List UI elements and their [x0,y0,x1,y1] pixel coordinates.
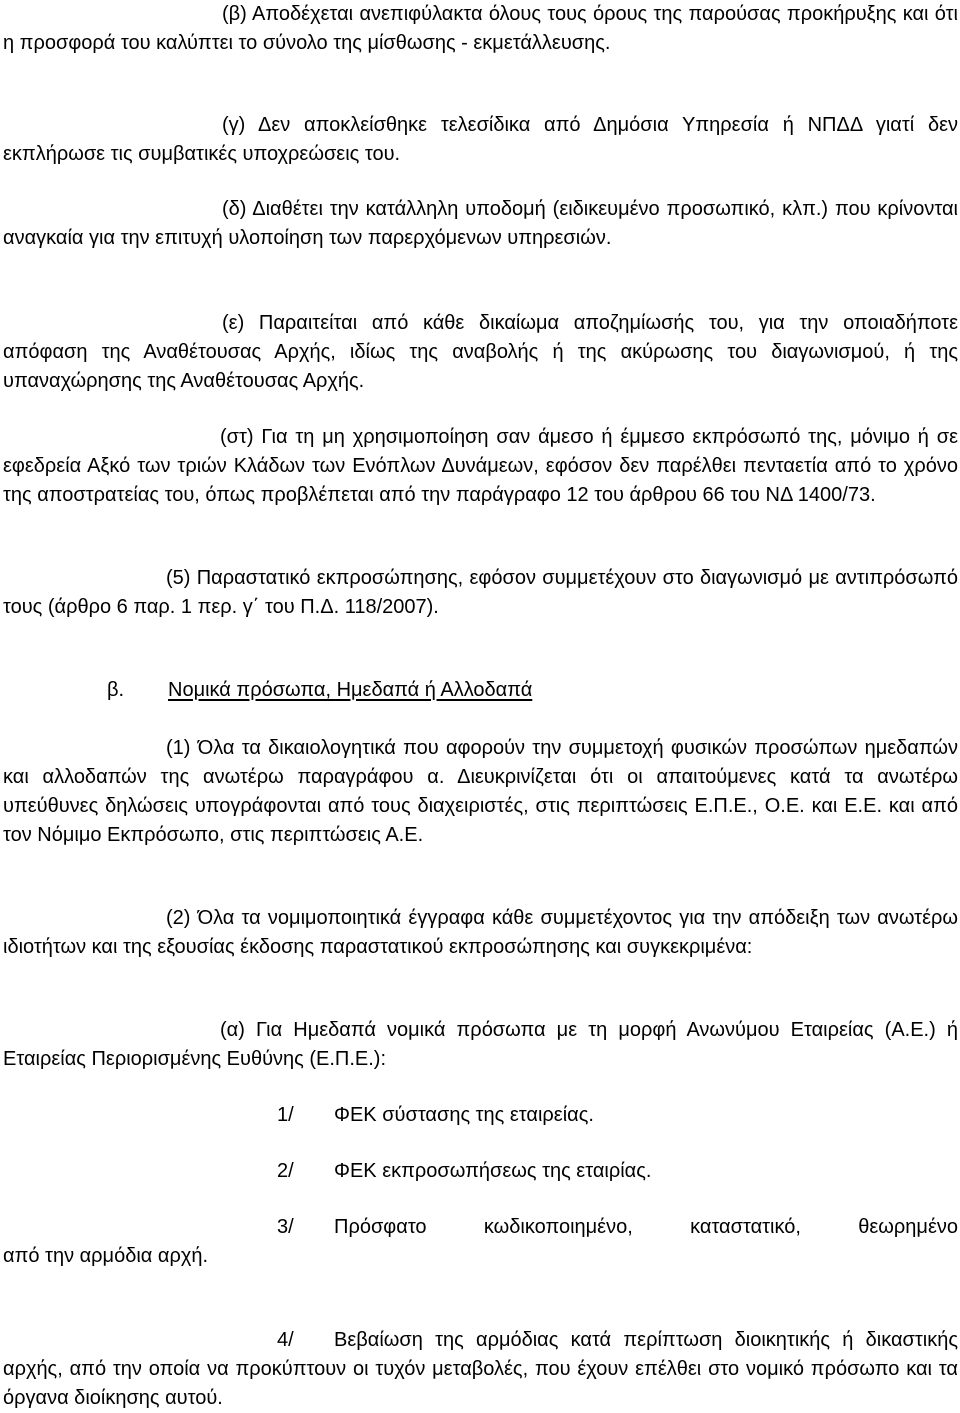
paragraph-epsilon: (ε) Παραιτείται από κάθε δικαίωμα αποζημίωσής του, για την οποιαδήποτε απόφαση της Αναθέτουσας Αρχής, ιδίως της αναβολής ή της ακύρωσης του διαγωνισμού, ή της υπαναχώρησης της Αναθέτουσας Αρχής. [3,312,958,392]
section-b-title: Νομικά πρόσωπα, Ημεδαπά ή Αλλοδαπά [168,679,533,701]
list-item-number: 3/ [277,1216,294,1238]
list-item-number: 1/ [277,1104,294,1126]
list-item [277,1101,594,1130]
list-item [277,1157,651,1186]
list-item-text: ΦΕΚ σύστασης της εταιρείας. [334,1104,594,1126]
list-item-text: ΦΕΚ εκπροσωπήσεως της εταιρίας. [334,1160,652,1182]
list-item-number: 2/ [277,1160,294,1182]
list-item-text: Βεβαίωση της αρμόδιας κατά περίπτωση διοικητικής ή δικαστικής αρχής, από την οποία να προκύπτουν οι τυχόν μεταβολές, που έχουν επέλθει στο νομικό πρόσωπο και τα όργανα διοίκησης αυτού. [3,1329,958,1409]
section-b-heading [107,676,532,705]
paragraph-b-one: (1) Όλα τα δικαιολογητικά που αφορούν την συμμετοχή φυσικών προσώπων ημεδαπών και αλλοδαπών της ανωτέρω παραγράφου α. Διευκρινίζεται ότι οι απαιτούμενες κατά τα ανωτέρω υπεύθυνες δηλώσεις υπογράφονται από τους διαχειριστές, στις περιπτώσεις Ε.Π.Ε., Ο.Ε. και Ε.Ε. και από τον Νόμιμο Εκπρόσωπο, στις περιπτώσεις Α.Ε. [3,737,958,846]
paragraph-gamma: (γ) Δεν αποκλείσθηκε τελεσίδικα από Δημόσια Υπηρεσία ή ΝΠΔΔ γιατί δεν εκπλήρωσε τις συμβατικές υποχρεώσεις του. [3,114,958,165]
list-item-number: 4/ [277,1329,294,1351]
paragraph-st: (στ) Για τη μη χρησιμοποίηση σαν άμεσο ή έμμεσο εκπρόσωπό της, μόνιμο ή σε εφεδρεία Αξκό των τριών Κλάδων των Ενόπλων Δυνάμεων, εφόσον δεν παρέλθει πενταετία από το χρόνο της αποστρατείας του, όπως προβλέπεται από την παράγραφο 12 του άρθρου 66 του ΝΔ 1400/73. [3,426,958,506]
paragraph-b-alpha: (α) Για Ημεδαπά νομικά πρόσωπα με τη μορφή Ανωνύμου Εταιρείας (Α.Ε.) ή Εταιρείας Περιορισμένης Ευθύνης (Ε.Π.Ε.): [3,1019,958,1070]
list-item-text: Πρόσφατο κωδικοποιημένο, καταστατικό, θεωρημένο [334,1216,958,1238]
list-item-continuation: από την αρμόδια αρχή. [3,1245,209,1267]
paragraph-five: (5) Παραστατικό εκπροσώπησης, εφόσον συμμετέχουν στο διαγωνισμό με αντιπρόσωπό τους (άρθρο 6 παρ. 1 περ. γ΄ του Π.Δ. 118/2007). [3,567,958,618]
section-b-letter: β. [107,679,125,701]
paragraph-beta: (β) Αποδέχεται ανεπιφύλακτα όλους τους όρους της παρούσας προκήρυξης και ότι η προσφορά του καλύπτει το σύνολο της μίσθωσης - εκμετάλλευσης. [3,3,958,54]
list-item-number-3 [277,1213,334,1242]
paragraph-b-two: (2) Όλα τα νομιμοποιητικά έγγραφα κάθε συμμετέχοντος για την απόδειξη των ανωτέρω ιδιοτήτων και της εξουσίας έκδοσης παραστατικού εκπροσώπησης και συγκεκριμένα: [3,907,958,958]
list-item-4 [3,1326,958,1413]
paragraph-delta: (δ) Διαθέτει την κατάλληλη υποδομή (ειδικευμένο προσωπικό, κλπ.) που κρίνονται αναγκαία για την επιτυχή υλοποίηση των παρερχόμενων υπηρεσιών. [3,198,958,249]
